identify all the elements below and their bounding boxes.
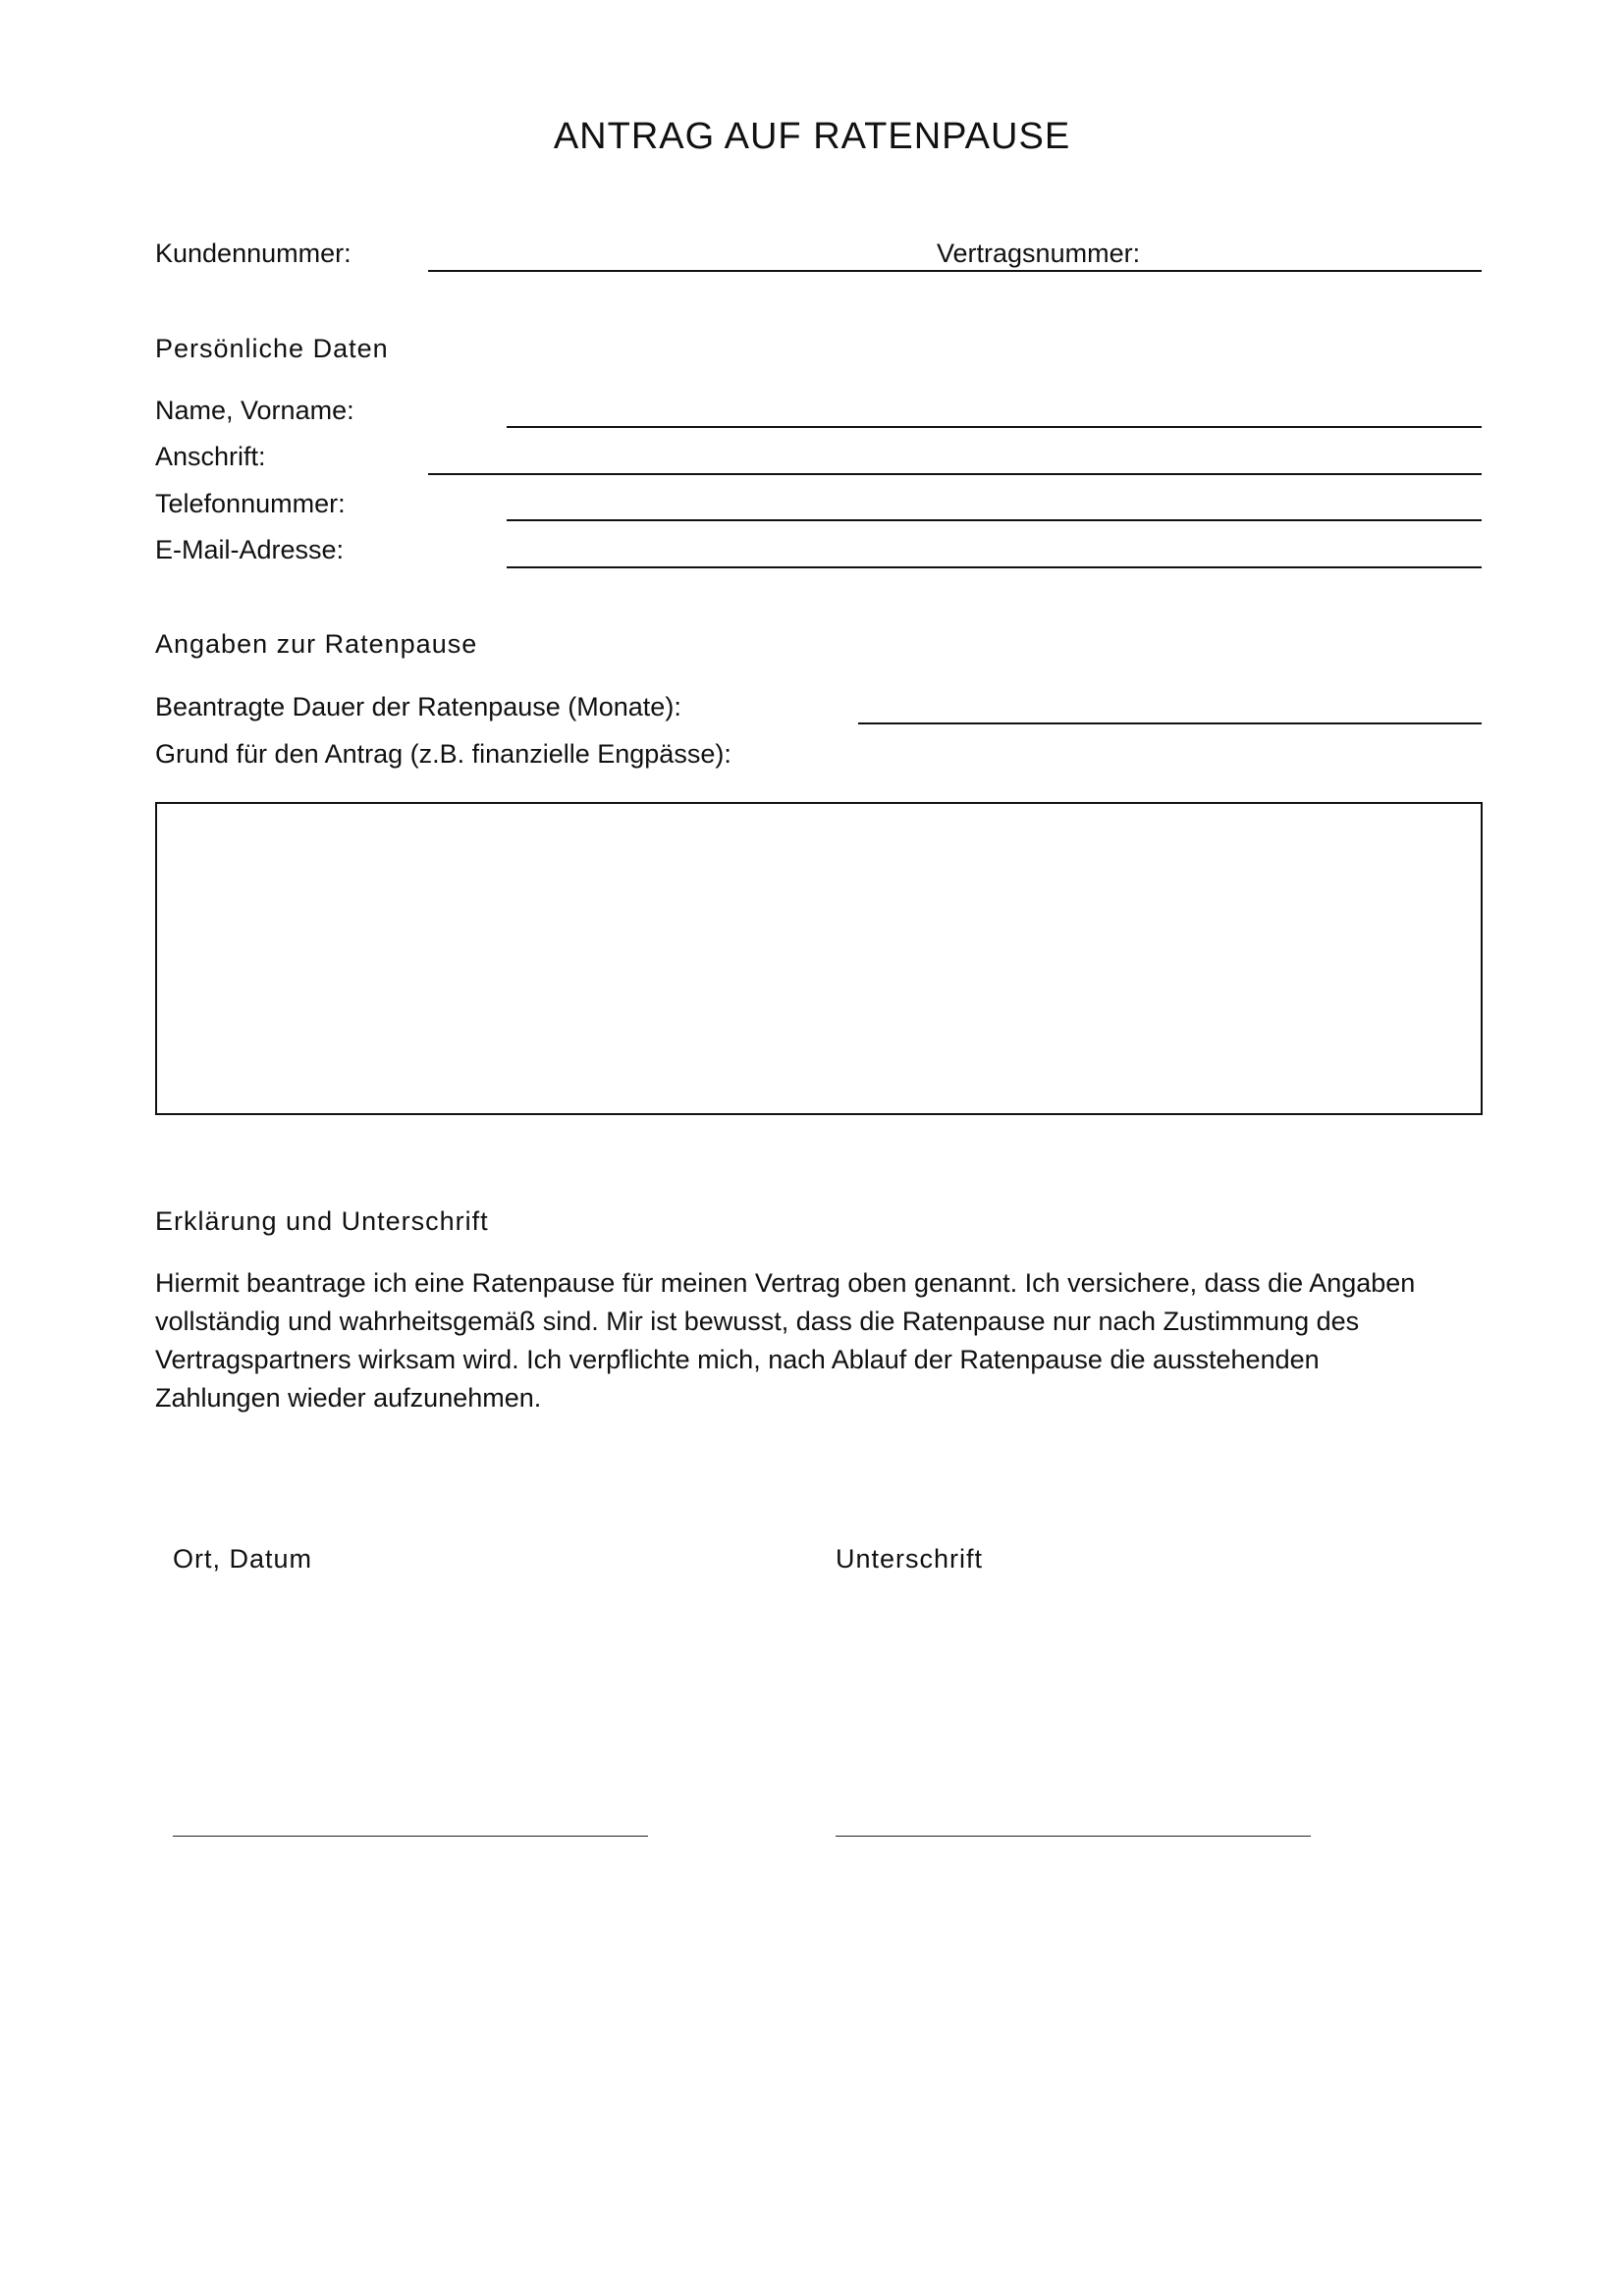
declaration-heading: Erklärung und Unterschrift xyxy=(155,1206,489,1236)
email-field[interactable] xyxy=(507,566,1482,568)
phone-field[interactable] xyxy=(507,519,1482,521)
place-date-label: Ort, Datum xyxy=(173,1544,313,1574)
address-field[interactable] xyxy=(428,473,1482,475)
declaration-line: Zahlungen wieder aufzunehmen. xyxy=(155,1383,542,1413)
reason-label: Grund für den Antrag (z.B. finanzielle Engpässe): xyxy=(155,739,731,769)
signature-label: Unterschrift xyxy=(836,1544,984,1574)
address-label: Anschrift: xyxy=(155,442,266,471)
customer-number-field[interactable] xyxy=(428,270,1482,272)
declaration-text xyxy=(155,1264,1510,1417)
rate-pause-heading: Angaben zur Ratenpause xyxy=(155,629,478,659)
customer-number-label: Kundennummer: xyxy=(155,239,352,268)
contract-number-label: Vertragsnummer: xyxy=(937,239,1141,268)
name-label: Name, Vorname: xyxy=(155,396,354,425)
place-date-field[interactable] xyxy=(173,1836,648,1837)
phone-label: Telefonnummer: xyxy=(155,489,346,518)
declaration-line: Hiermit beantrage ich eine Ratenpause für meinen Vertrag oben genannt. Ich versichere, dass die Angaben xyxy=(155,1268,1416,1298)
duration-field[interactable] xyxy=(858,722,1482,724)
reason-textarea[interactable] xyxy=(155,802,1483,1115)
document-title: ANTRAG AUF RATENPAUSE xyxy=(553,116,1071,157)
duration-label: Beantragte Dauer der Ratenpause (Monate): xyxy=(155,692,681,721)
email-label: E-Mail-Adresse: xyxy=(155,535,345,564)
personal-data-heading: Persönliche Daten xyxy=(155,334,389,363)
signature-field[interactable] xyxy=(836,1836,1311,1837)
name-field[interactable] xyxy=(507,426,1482,428)
declaration-line: vollständig und wahrheitsgemäß sind. Mir ist bewusst, dass die Ratenpause nur nach Zustimmung des xyxy=(155,1307,1360,1336)
declaration-line: Vertragspartners wirksam wird. Ich verpflichte mich, nach Ablauf der Ratenpause die ausstehenden xyxy=(155,1345,1320,1374)
